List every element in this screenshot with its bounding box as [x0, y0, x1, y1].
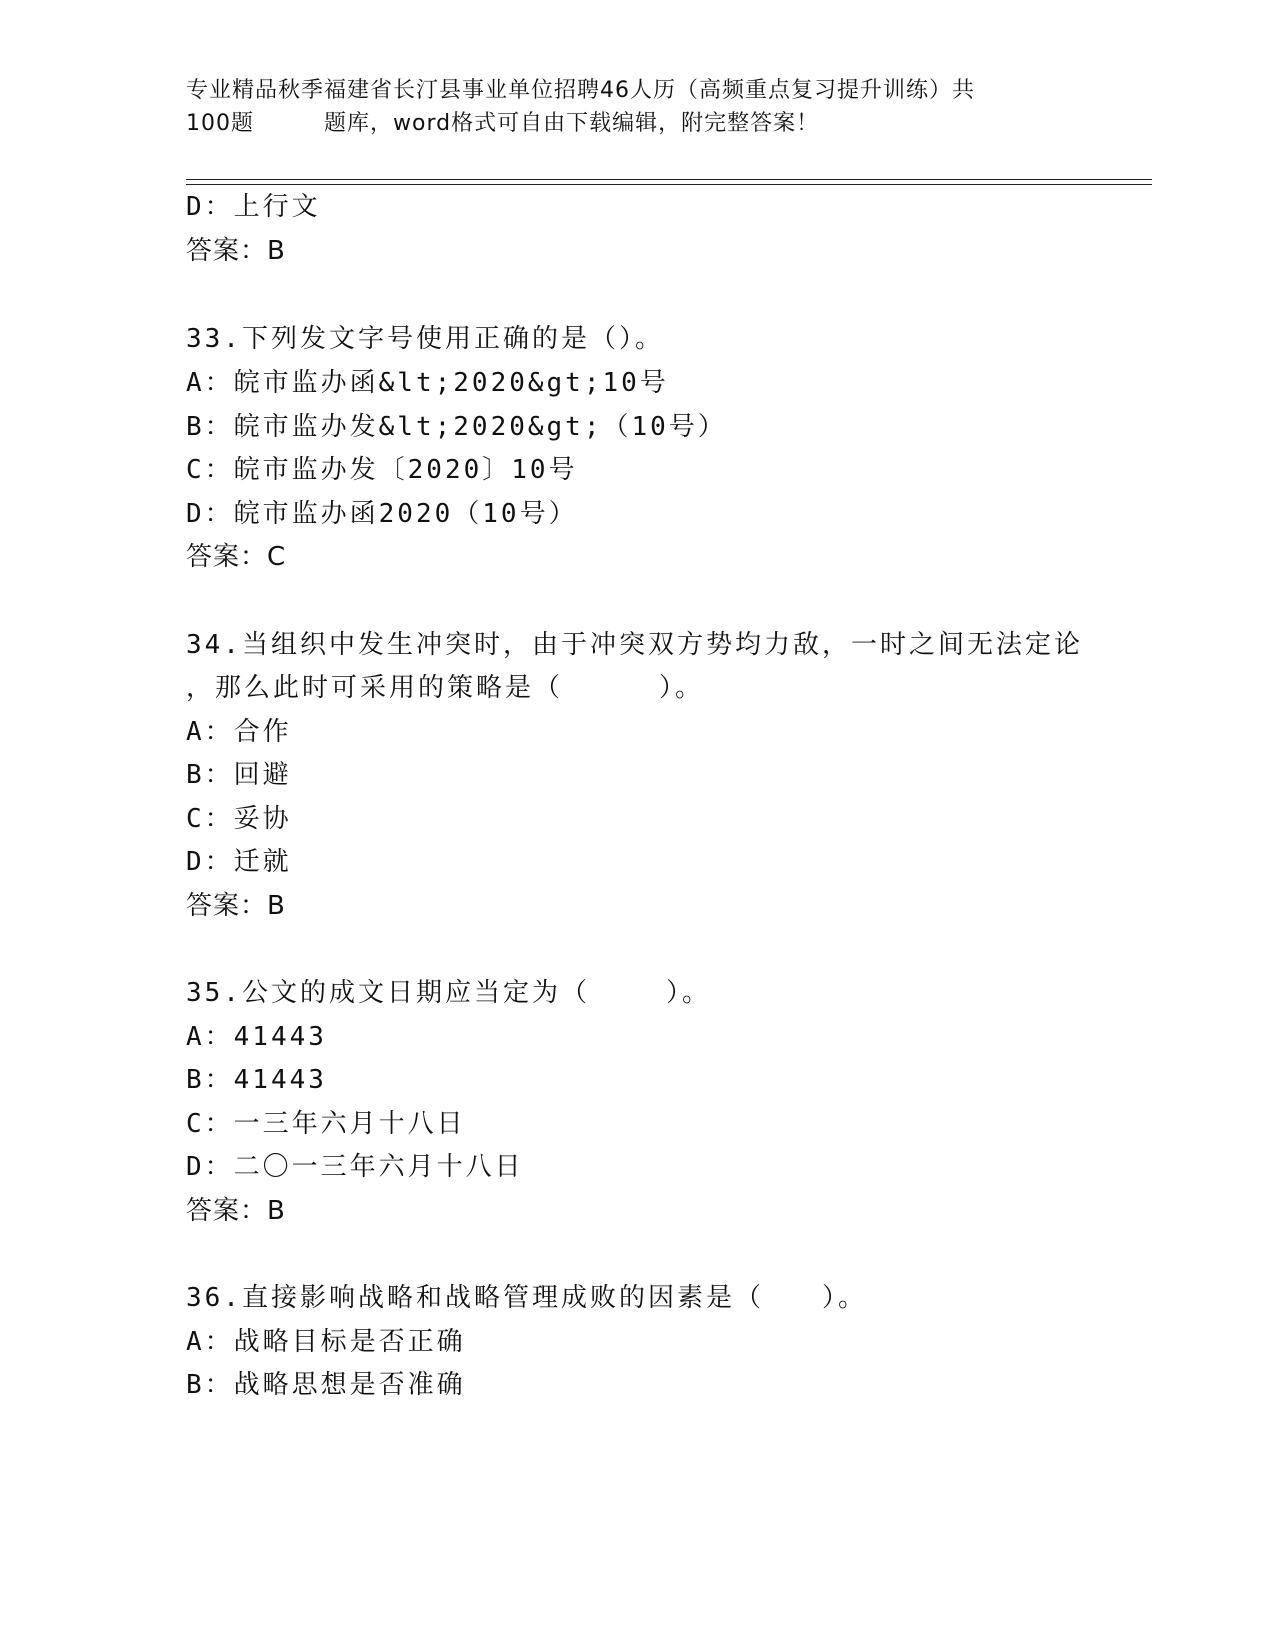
answer: 答案：B — [186, 891, 286, 921]
option-b: B：战略思想是否准确 — [186, 1370, 466, 1400]
option-a: A：皖市监办函&lt;2020&gt;10号 — [186, 368, 669, 398]
question-text: 35.公文的成文日期应当定为（ — [186, 978, 590, 1008]
option-d: D：上行文 — [186, 192, 321, 222]
answer: 答案：B — [186, 1196, 286, 1226]
option-c: C：一三年六月十八日 — [186, 1109, 466, 1139]
option-a: A：战略目标是否正确 — [186, 1327, 466, 1357]
question-33: 33.下列发文字号使用正确的是（）。 — [186, 324, 664, 354]
option-a: A：41443 — [186, 1022, 327, 1052]
question-text-end: ）。 — [665, 978, 711, 1008]
question-text: 36.直接影响战略和战略管理成败的因素是（ — [186, 1283, 764, 1313]
header-line-1: 专业精品秋季福建省长汀县事业单位招聘46人历（高频重点复习提升训练）共 — [186, 78, 975, 103]
option-c: C：妥协 — [186, 804, 292, 834]
document-header — [186, 74, 1086, 140]
question-34-continued — [186, 673, 704, 703]
header-line-2 — [186, 107, 1086, 140]
header-divider-bottom — [186, 184, 1152, 185]
option-c: C：皖市监办发〔2020〕10号 — [186, 455, 578, 485]
answer: 答案：C — [186, 542, 287, 572]
question-text: ，那么此时可采用的策略是（ — [186, 673, 564, 703]
header-description: 题库，word格式可自由下载编辑，附完整答案！ — [324, 111, 820, 136]
option-a: A：合作 — [186, 717, 292, 747]
answer: 答案：B — [186, 236, 286, 266]
question-36 — [186, 1283, 867, 1313]
option-b: B：皖市监办发&lt;2020&gt;（10号） — [186, 412, 727, 442]
option-b: B：回避 — [186, 760, 292, 790]
question-35 — [186, 978, 711, 1008]
header-divider-top — [186, 179, 1152, 180]
question-text-end: ）。 — [659, 673, 705, 703]
question-text-end: ）。 — [821, 1283, 867, 1313]
option-d: D：迁就 — [186, 847, 292, 877]
option-b: B：41443 — [186, 1065, 327, 1095]
option-d: D：皖市监办函2020（10号） — [186, 499, 578, 529]
header-question-count: 100题 — [186, 111, 254, 136]
option-d: D：二〇一三年六月十八日 — [186, 1152, 524, 1182]
question-34: 34.当组织中发生冲突时，由于冲突双方势均力敌，一时之间无法定论 — [186, 630, 1083, 660]
